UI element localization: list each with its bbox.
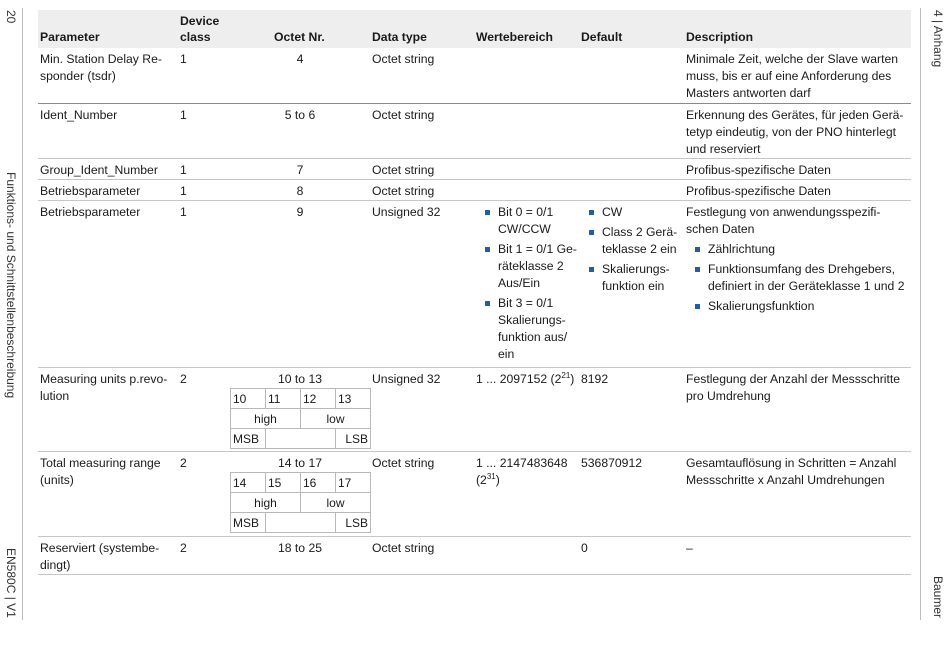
- octet-number: 13: [336, 389, 371, 409]
- octet-number: 14: [231, 473, 266, 493]
- octet-cell: 14 to 17: [277, 456, 323, 470]
- octet-cell: 7: [296, 163, 304, 177]
- parameter-cell: Total measuring range (units): [40, 456, 161, 487]
- lsb-label: LSB: [336, 513, 371, 533]
- low-word-label: low: [301, 409, 371, 429]
- octet-cell: 10 to 13: [277, 372, 323, 386]
- range-item: Bit 0 = 0/1 CW/CCW: [484, 204, 580, 238]
- parameter-table: [38, 10, 911, 575]
- octet-number: 10: [231, 389, 266, 409]
- default-item: Skalierungs-funktion ein: [588, 261, 684, 295]
- device-class-cell: 1: [180, 163, 187, 177]
- lsb-label: LSB: [336, 429, 371, 449]
- table-header: [38, 10, 911, 48]
- empty-cell: [266, 513, 336, 533]
- default-cell: 0: [581, 541, 588, 555]
- header-parameter: Parameter: [40, 30, 100, 44]
- octet-cell: 9: [296, 205, 304, 219]
- data-type-cell: Octet string: [372, 184, 435, 198]
- brand-name: Baumer: [931, 576, 945, 619]
- octet-cell: 4: [296, 52, 304, 66]
- msb-label: MSB: [231, 429, 266, 449]
- table-row: [38, 104, 911, 159]
- description-cell: Erkennung des Gerätes, für jeden Gerä-tetyp eindeutig, von der PNO hinterlegt und reserviert: [686, 108, 904, 156]
- header-description: Description: [686, 30, 754, 44]
- default-cell: 8192: [581, 372, 609, 386]
- description-cell: Profibus-spezifische Daten: [686, 184, 831, 198]
- right-margin-rule: [920, 8, 921, 620]
- default-list: [588, 204, 684, 298]
- description-cell: Festlegung der Anzahl der Messschritte pro Umdrehung: [686, 372, 901, 403]
- page-number: 20: [4, 10, 18, 24]
- device-class-cell: 1: [180, 205, 187, 219]
- device-class-cell: 1: [180, 108, 187, 122]
- device-class-cell: 2: [180, 541, 187, 555]
- description-item: Zählrichtung: [694, 241, 911, 258]
- table-row: [38, 180, 911, 201]
- device-class-cell: 1: [180, 184, 187, 198]
- parameter-cell: Ident_Number: [40, 108, 118, 122]
- range-item: Bit 3 = 0/1 Skalierungs-funktion aus/ ein: [484, 295, 580, 363]
- octet-number: 11: [266, 389, 301, 409]
- data-type-cell: Octet string: [372, 108, 435, 122]
- description-cell: [686, 204, 911, 318]
- octet-byte-grid: [230, 472, 371, 533]
- header-default: Default: [581, 30, 623, 44]
- range-cell: 1 ... 2097152 $(2^{21})$: [476, 370, 575, 386]
- parameter-cell: Group_Ident_Number: [40, 163, 158, 177]
- description-item: Skalierungsfunktion: [694, 298, 911, 315]
- data-type-cell: Unsigned 32: [372, 372, 441, 386]
- parameter-cell: Measuring units p.revo-lution: [40, 372, 168, 403]
- description-item: Funktionsumfang des Drehgebers, definiert in der Geräteklasse 1 und 2: [694, 261, 911, 295]
- octet-number: 12: [301, 389, 336, 409]
- high-word-label: high: [231, 409, 301, 429]
- parameter-cell: Min. Station Delay Re-sponder (tsdr): [40, 52, 162, 83]
- header-device-class: Device class: [180, 14, 220, 44]
- octet-byte-grid: [230, 388, 371, 449]
- description-cell: Profibus-spezifische Daten: [686, 163, 831, 177]
- chapter-label: 4 | Anhang: [931, 10, 945, 68]
- empty-cell: [266, 429, 336, 449]
- low-word-label: low: [301, 493, 371, 513]
- default-item: Class 2 Gerä-teklasse 2 ein: [588, 224, 684, 258]
- parameter-cell: Betriebsparameter: [40, 184, 141, 198]
- left-margin-rule: [22, 8, 23, 620]
- data-type-cell: Octet string: [372, 52, 435, 66]
- table-row: [38, 452, 911, 537]
- table-row: [38, 368, 911, 452]
- octet-cell: 18 to 25: [277, 541, 323, 555]
- octet-number: 16: [301, 473, 336, 493]
- description-cell: –: [686, 541, 693, 555]
- device-class-cell: 1: [180, 52, 187, 66]
- description-cell: Gesamtauflösung in Schritten = Anzahl Messschritte x Anzahl Umdrehungen: [686, 456, 897, 487]
- data-type-cell: Octet string: [372, 541, 435, 555]
- octet-number: 15: [266, 473, 301, 493]
- document-id: EN580C | V1: [4, 548, 18, 618]
- octet-cell: 5 to 6: [284, 108, 316, 122]
- data-type-cell: Octet string: [372, 456, 435, 470]
- table-row: [38, 537, 911, 575]
- default-item: CW: [588, 204, 684, 221]
- table-row: [38, 159, 911, 180]
- description-cell: Minimale Zeit, welche der Slave warten muss, bis er auf eine Anforderung des Masters antworten darf: [686, 52, 899, 100]
- octet-cell: 8: [296, 184, 304, 198]
- range-item: Bit 1 = 0/1 Ge-räteklasse 2 Aus/Ein: [484, 241, 580, 292]
- device-class-cell: 2: [180, 372, 187, 386]
- table-row: [38, 48, 911, 104]
- data-type-cell: Octet string: [372, 163, 435, 177]
- description-text: Festlegung von anwendungsspezifi-schen Daten: [686, 205, 881, 236]
- device-class-cell: 2: [180, 456, 187, 470]
- parameter-cell: Betriebsparameter: [40, 205, 141, 219]
- default-cell: 536870912: [581, 456, 643, 470]
- header-data-type: Data type: [372, 30, 427, 44]
- header-range: Wertebereich: [476, 30, 553, 44]
- octet-number: 17: [336, 473, 371, 493]
- msb-label: MSB: [231, 513, 266, 533]
- high-word-label: high: [231, 493, 301, 513]
- data-type-cell: Unsigned 32: [372, 205, 441, 219]
- header-octet: Octet Nr.: [274, 30, 325, 44]
- range-list: [484, 204, 580, 366]
- range-cell: 1 ... 2147483648 $(2^{31})$: [476, 456, 568, 487]
- section-title: Funktions- und Schnittstellenbeschreibung: [4, 172, 18, 399]
- parameter-cell: Reserviert (systembe-dingt): [40, 541, 160, 572]
- table-row: [38, 201, 911, 368]
